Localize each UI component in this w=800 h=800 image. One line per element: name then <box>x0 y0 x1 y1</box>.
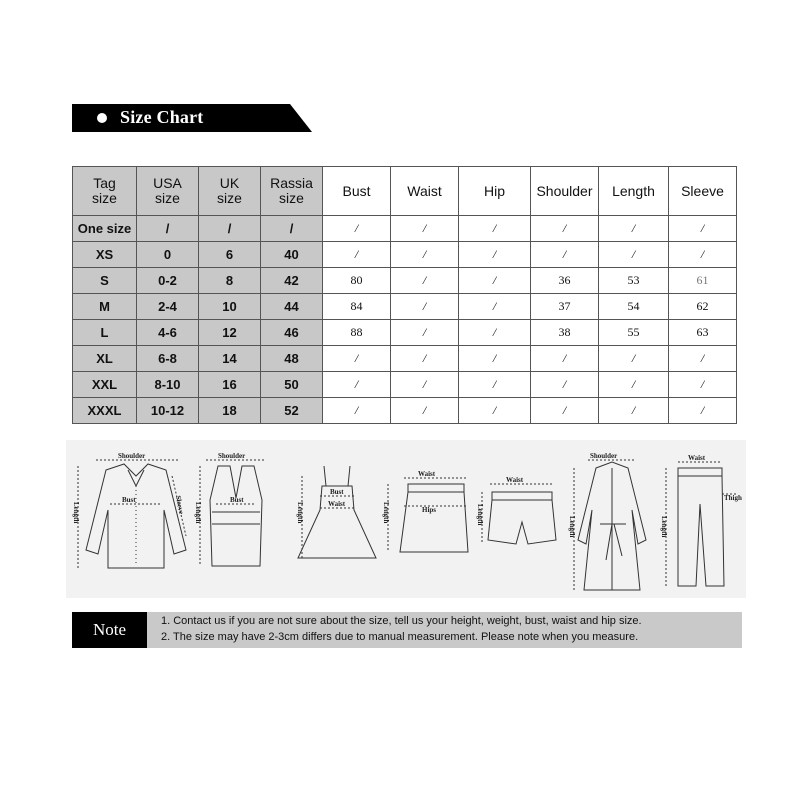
cell-tag: XXXL <box>73 398 137 424</box>
cell-usa: 0 <box>137 242 199 268</box>
header-rassia-size-text: Rassia size <box>270 175 313 206</box>
header-uk-size-text: UK size <box>217 175 242 206</box>
cell-sleeve: 62 <box>669 294 737 320</box>
cell-usa: 2-4 <box>137 294 199 320</box>
cell-rassia: 40 <box>261 242 323 268</box>
cell-hip: / <box>459 268 531 294</box>
cell-shoulder: 38 <box>531 320 599 346</box>
cell-sleeve: / <box>669 242 737 268</box>
diagram-label-bust-2: Bust <box>230 496 244 504</box>
cell-length: 54 <box>599 294 669 320</box>
diagram-label-length-1: Length <box>72 502 80 524</box>
table-row <box>73 372 737 398</box>
cell-length: / <box>599 398 669 424</box>
cell-hip: / <box>459 398 531 424</box>
cell-shoulder: / <box>531 216 599 242</box>
note-line-1: 1. Contact us if you are not sure about the size, tell us your height, weight, bust, waist and hip size. <box>161 615 642 627</box>
cell-tag: One size <box>73 216 137 242</box>
header-usa-size-text: USA size <box>153 175 182 206</box>
header-usa-size <box>137 167 199 216</box>
cell-shoulder: 37 <box>531 294 599 320</box>
cell-bust: 88 <box>323 320 391 346</box>
cell-bust: / <box>323 372 391 398</box>
diagram-label-bust-3: Bust <box>330 488 344 496</box>
cell-usa: 6-8 <box>137 346 199 372</box>
cell-shoulder: / <box>531 242 599 268</box>
cell-uk: 16 <box>199 372 261 398</box>
diagram-label-bust-1: Bust <box>122 496 136 504</box>
diagram-label-waist-2: Waist <box>418 470 436 478</box>
table-row <box>73 268 737 294</box>
note-label: Note <box>72 612 147 648</box>
cell-sleeve: / <box>669 216 737 242</box>
header-uk-size <box>199 167 261 216</box>
diagram-label-waist-3: Waist <box>506 476 524 484</box>
cell-usa: 10-12 <box>137 398 199 424</box>
header-sleeve: Sleeve <box>669 167 737 216</box>
cell-shoulder: / <box>531 372 599 398</box>
diagram-label-length-7: Length <box>660 516 668 538</box>
cell-hip: / <box>459 216 531 242</box>
cell-rassia: 48 <box>261 346 323 372</box>
cell-usa: 0-2 <box>137 268 199 294</box>
cell-tag: M <box>73 294 137 320</box>
diagram-label-length-4: Length <box>382 502 390 524</box>
cell-shoulder: / <box>531 346 599 372</box>
header-rassia-size <box>261 167 323 216</box>
header-tag-size <box>73 167 137 216</box>
cell-rassia: 46 <box>261 320 323 346</box>
diagram-label-shoulder-3: Shoulder <box>590 452 618 460</box>
cell-waist: / <box>391 398 459 424</box>
header-waist: Waist <box>391 167 459 216</box>
cell-sleeve: 63 <box>669 320 737 346</box>
cell-uk: 6 <box>199 242 261 268</box>
cell-waist: / <box>391 268 459 294</box>
note-line-2: 2. The size may have 2-3cm differs due to manual measurement. Please note when you measure. <box>161 631 639 643</box>
cell-waist: / <box>391 320 459 346</box>
diagram-label-length-3: Length <box>296 502 304 524</box>
cell-usa: 4-6 <box>137 320 199 346</box>
diagram-label-waist-4: Waist <box>688 454 706 462</box>
cell-hip: / <box>459 294 531 320</box>
cell-bust: / <box>323 346 391 372</box>
cell-rassia: 52 <box>261 398 323 424</box>
diagram-label-thigh: Thigh <box>724 494 742 502</box>
cell-tag: L <box>73 320 137 346</box>
cell-bust: / <box>323 398 391 424</box>
table-row <box>73 398 737 424</box>
cell-hip: / <box>459 320 531 346</box>
diagram-label-length-6: Length <box>568 516 576 538</box>
cell-uk: 12 <box>199 320 261 346</box>
cell-tag: XXL <box>73 372 137 398</box>
cell-usa: / <box>137 216 199 242</box>
cell-hip: / <box>459 346 531 372</box>
cell-bust: 84 <box>323 294 391 320</box>
diagram-label-hips-1: Hips <box>422 506 437 514</box>
cell-waist: / <box>391 242 459 268</box>
measurement-diagram-strip <box>66 440 746 598</box>
cell-bust: / <box>323 216 391 242</box>
cell-rassia: 42 <box>261 268 323 294</box>
cell-uk: 14 <box>199 346 261 372</box>
diagram-labels <box>66 440 746 598</box>
diagram-label-sleeve: Sleeve <box>174 494 186 515</box>
cell-waist: / <box>391 216 459 242</box>
table-row <box>73 216 737 242</box>
cell-rassia: / <box>261 216 323 242</box>
cell-sleeve: 61 <box>669 268 737 294</box>
diagram-label-waist-1: Waist <box>328 500 346 508</box>
table-header-row <box>73 167 737 216</box>
cell-bust: / <box>323 242 391 268</box>
cell-uk: 8 <box>199 268 261 294</box>
size-chart-banner <box>72 104 312 132</box>
cell-shoulder: / <box>531 398 599 424</box>
cell-length: / <box>599 372 669 398</box>
header-shoulder: Shoulder <box>531 167 599 216</box>
diagram-label-length-2: Length <box>194 502 202 524</box>
table-row <box>73 320 737 346</box>
cell-uk: 18 <box>199 398 261 424</box>
table-row <box>73 294 737 320</box>
cell-sleeve: / <box>669 346 737 372</box>
diagram-label-length-5: Length <box>476 504 484 526</box>
cell-waist: / <box>391 372 459 398</box>
note-text-box <box>147 612 742 648</box>
table-row <box>73 242 737 268</box>
banner-title: Size Chart <box>120 107 204 127</box>
header-hip: Hip <box>459 167 531 216</box>
cell-uk: / <box>199 216 261 242</box>
cell-rassia: 44 <box>261 294 323 320</box>
cell-waist: / <box>391 294 459 320</box>
header-tag-size-text: Tag size <box>92 175 117 206</box>
header-length: Length <box>599 167 669 216</box>
cell-waist: / <box>391 346 459 372</box>
note-section <box>72 612 742 648</box>
cell-bust: 80 <box>323 268 391 294</box>
cell-sleeve: / <box>669 398 737 424</box>
cell-hip: / <box>459 372 531 398</box>
cell-tag: XL <box>73 346 137 372</box>
bullet-dot-icon <box>97 113 107 123</box>
cell-length: / <box>599 216 669 242</box>
diagram-label-shoulder-1: Shoulder <box>118 452 146 460</box>
size-table <box>72 166 737 424</box>
cell-rassia: 50 <box>261 372 323 398</box>
cell-length: 53 <box>599 268 669 294</box>
cell-uk: 10 <box>199 294 261 320</box>
cell-length: / <box>599 242 669 268</box>
cell-usa: 8-10 <box>137 372 199 398</box>
header-bust: Bust <box>323 167 391 216</box>
cell-hip: / <box>459 242 531 268</box>
cell-shoulder: 36 <box>531 268 599 294</box>
table-row <box>73 346 737 372</box>
diagram-label-shoulder-2: Shoulder <box>218 452 246 460</box>
cell-length: 55 <box>599 320 669 346</box>
cell-length: / <box>599 346 669 372</box>
cell-sleeve: / <box>669 372 737 398</box>
cell-tag: S <box>73 268 137 294</box>
cell-tag: XS <box>73 242 137 268</box>
